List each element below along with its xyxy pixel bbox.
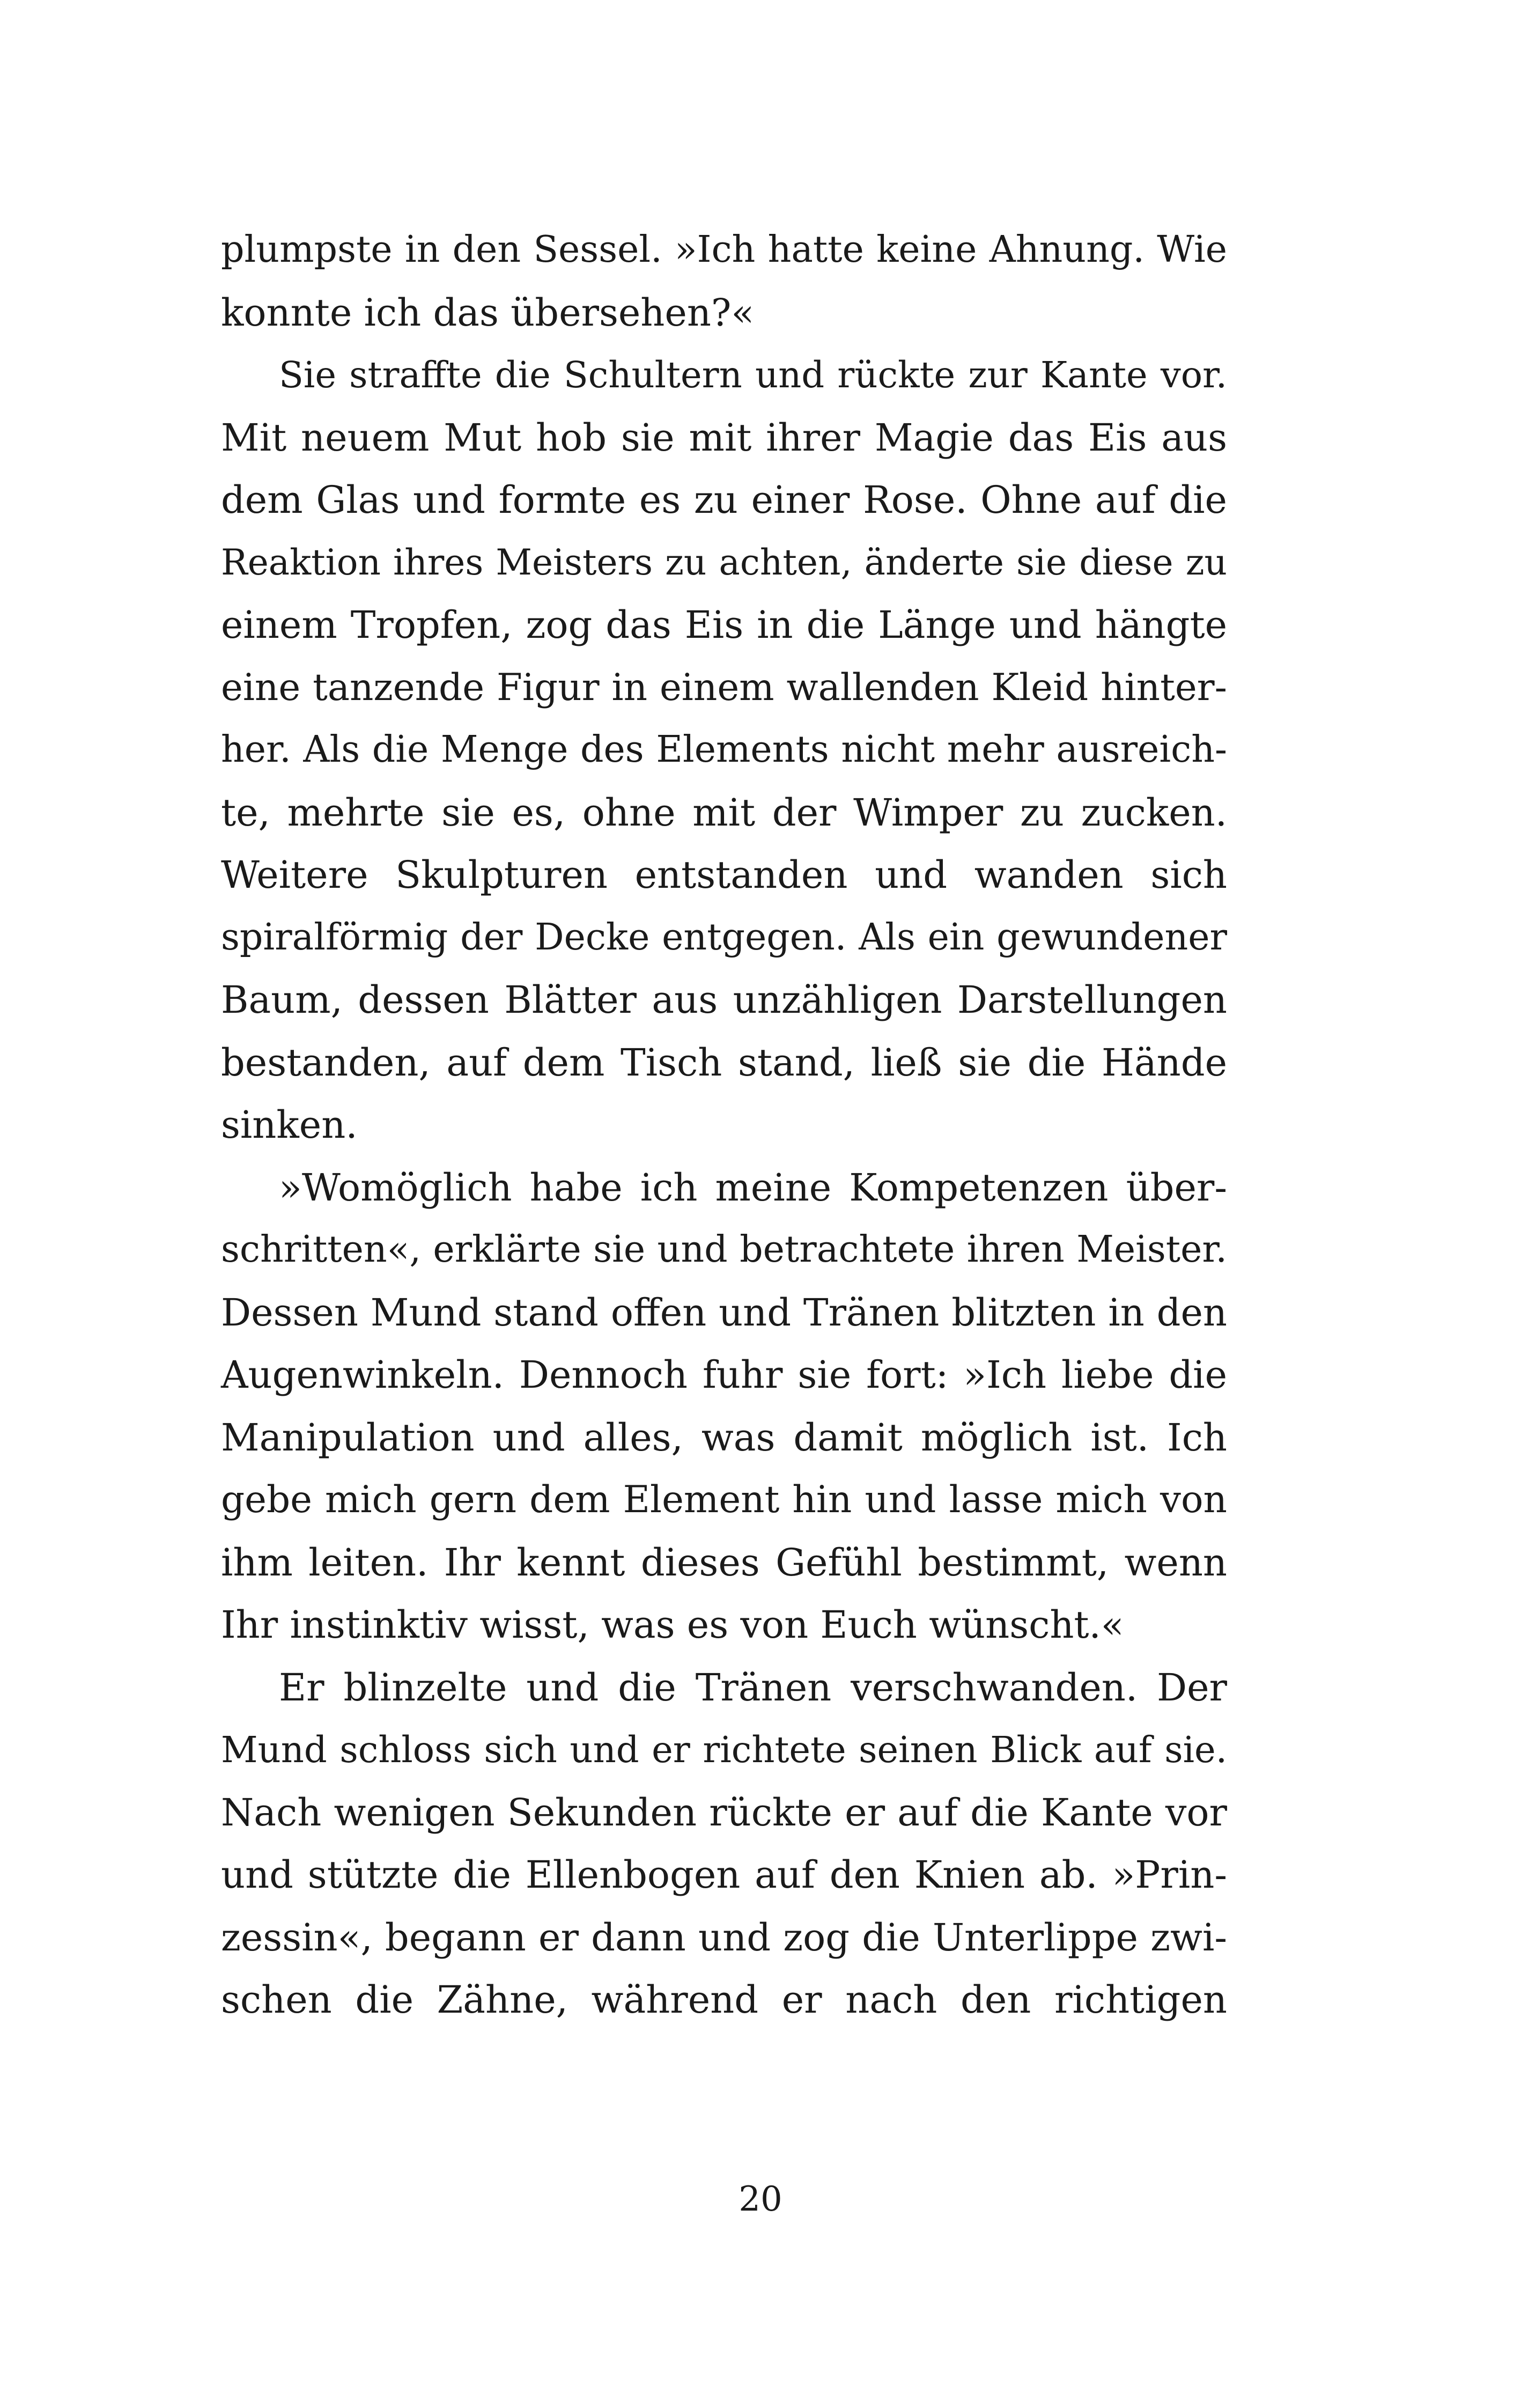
text-line: Reaktion ihres Meisters zu achten, änderte sie diese zu xyxy=(221,541,1227,583)
body-text xyxy=(221,219,1227,2031)
text-line: schen die Zähne, während er nach den richtigen xyxy=(221,1978,1227,2022)
text-line: her. Als die Menge des Elements nicht mehr ausreich- xyxy=(221,728,1227,771)
text-line: Nach wenigen Sekunden rückte er auf die Kante vor xyxy=(221,1790,1227,1835)
text-line: spiralförmig der Decke entgegen. Als ein gewundener xyxy=(221,916,1227,959)
text-line: und stützte die Ellenbogen auf den Knien ab. »Prin- xyxy=(221,1853,1227,1897)
text-line: Sie straffte die Schultern und rückte zur Kante vor. xyxy=(279,354,1227,396)
text-line: Mit neuem Mut hob sie mit ihrer Magie das Eis aus xyxy=(221,415,1227,460)
text-line: einem Tropfen, zog das Eis in die Länge und hängte xyxy=(221,603,1227,647)
text-line: te, mehrte sie es, ohne mit der Wimper zu zucken. xyxy=(221,790,1227,835)
text-line: »Womöglich habe ich meine Kompetenzen über- xyxy=(279,1165,1227,1210)
text-line: plumpste in den Sessel. »Ich hatte keine Ahnung. Wie xyxy=(221,229,1227,271)
text-line: Dessen Mund stand offen und Tränen blitzten in den xyxy=(221,1290,1227,1335)
text-line: Ihr instinktiv wisst, was es von Euch wünscht.« xyxy=(221,1603,1124,1647)
text-line: Er blinzelte und die Tränen verschwanden. Der xyxy=(279,1665,1227,1710)
text-line: schritten«, erklärte sie und betrachtete ihren Meister. xyxy=(221,1228,1227,1271)
text-line: Baum, dessen Blätter aus unzähligen Darstellungen xyxy=(221,978,1227,1022)
text-line: Manipulation und alles, was damit möglich ist. Ich xyxy=(221,1415,1227,1460)
text-line: sinken. xyxy=(221,1103,358,1147)
text-line: eine tanzende Figur in einem wallenden Kleid hinter- xyxy=(221,666,1227,709)
page-number: 20 xyxy=(739,2179,782,2219)
text-line: gebe mich gern dem Element hin und lasse mich von xyxy=(221,1478,1227,1521)
text-line: Mund schloss sich und er richtete seinen Blick auf sie. xyxy=(221,1729,1227,1771)
text-line: zessin«, begann er dann und zog die Unterlippe zwi- xyxy=(221,1915,1227,1960)
text-line: Weitere Skulpturen entstanden und wanden sich xyxy=(221,853,1227,897)
text-line: ihm leiten. Ihr kennt dieses Gefühl bestimmt, wenn xyxy=(221,1540,1227,1585)
text-line: bestanden, auf dem Tisch stand, ließ sie die Hände xyxy=(221,1040,1227,1085)
text-line: konnte ich das übersehen?« xyxy=(221,290,755,335)
text-line: dem Glas und formte es zu einer Rose. Ohne auf die xyxy=(221,478,1227,522)
text-line: Augenwinkeln. Dennoch fuhr sie fort: »Ich liebe die xyxy=(221,1353,1227,1397)
